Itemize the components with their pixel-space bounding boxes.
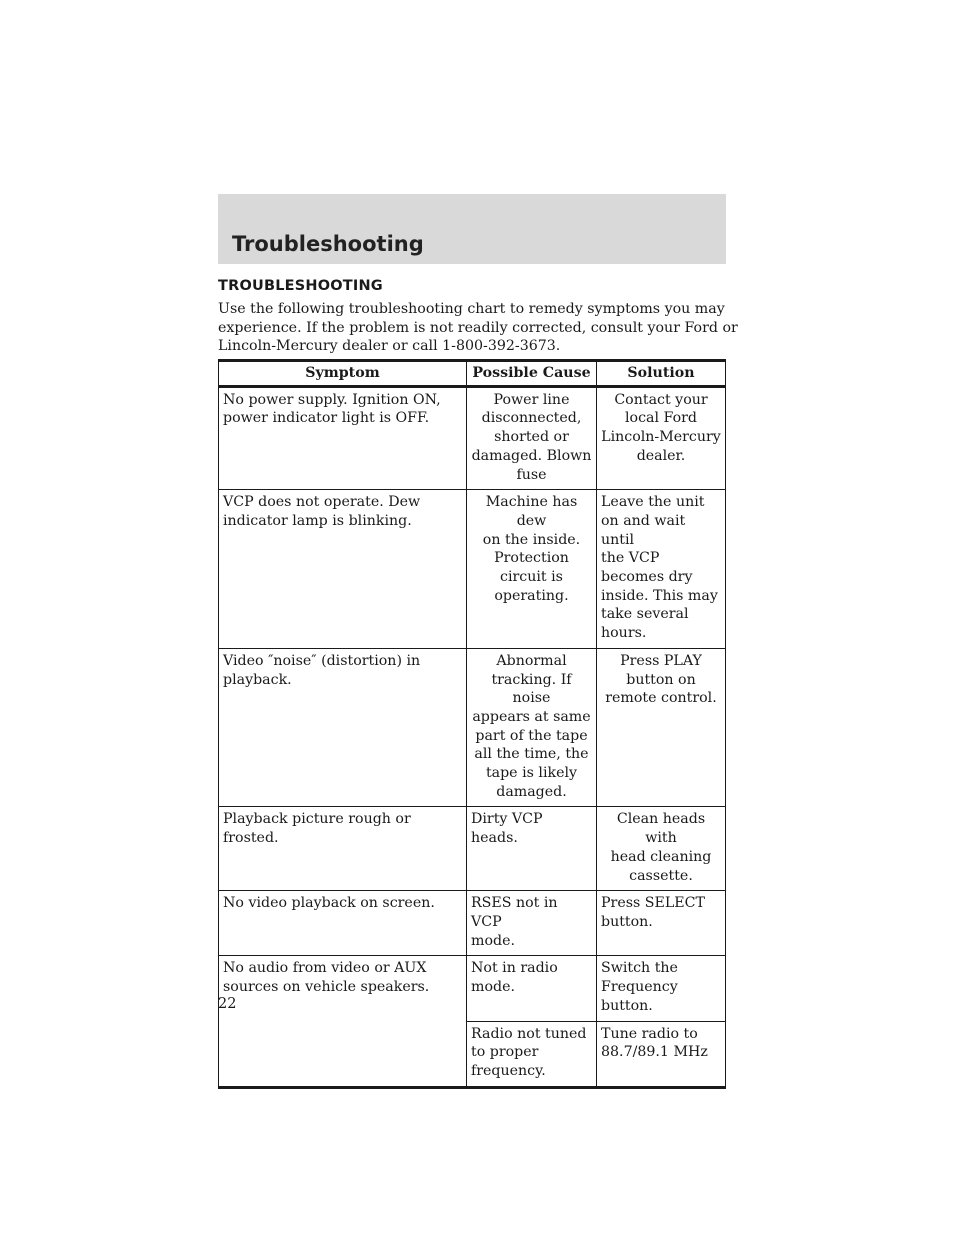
solution-cell: Press PLAY button on remote control. (597, 648, 726, 807)
cause-cell: Abnormal tracking. If noise appears at same part of the tape all the time, the tape is likely damaged. (467, 648, 597, 807)
symptom-cell: VCP does not operate. Dew indicator lamp is blinking. (219, 490, 467, 649)
solution-cell: Clean heads with head cleaning cassette. (597, 807, 726, 891)
intro-line: experience. If the problem is not readily corrected, consult your Ford or (218, 319, 738, 336)
troubleshooting-table (218, 359, 726, 1089)
page-number: 22 (218, 996, 237, 1012)
column-header-solution: Solution (597, 361, 726, 387)
section-heading: TROUBLESHOOTING (218, 278, 383, 294)
intro-line: Use the following troubleshooting chart to remedy symptoms you may (218, 301, 725, 317)
intro-line: Lincoln-Mercury dealer or call 1-800-392-3673. (218, 338, 561, 355)
table-header-row (219, 361, 726, 387)
table-row (219, 648, 726, 807)
cause-cell: Power line disconnected, shorted or damaged. Blown fuse (467, 386, 597, 490)
solution-cell: Switch the Frequency button. (597, 956, 726, 1021)
chapter-title: Troubleshooting (232, 232, 424, 256)
table-row (219, 490, 726, 649)
table-row (219, 807, 726, 891)
solution-cell: Contact your local Ford Lincoln-Mercury dealer. (597, 386, 726, 490)
symptom-cell: No audio from video or AUX sources on vehicle speakers. (219, 956, 467, 1087)
solution-cell: Tune radio to 88.7/89.1 MHz (597, 1021, 726, 1087)
cause-cell: Dirty VCP heads. (467, 807, 597, 891)
column-header-symptom: Symptom (219, 361, 467, 387)
table-row (219, 956, 726, 1021)
intro-paragraph (218, 300, 738, 356)
symptom-cell: No power supply. Ignition ON, power indicator light is OFF. (219, 386, 467, 490)
symptom-cell: Playback picture rough or frosted. (219, 807, 467, 891)
cause-cell: Not in radio mode. (467, 956, 597, 1021)
table-row (219, 386, 726, 490)
solution-cell: Press SELECT button. (597, 891, 726, 956)
cause-cell: RSES not in VCP mode. (467, 891, 597, 956)
chapter-header-band (218, 194, 726, 264)
solution-cell: Leave the unit on and wait until the VCP becomes dry inside. This may take several hours. (597, 490, 726, 649)
symptom-cell: No video playback on screen. (219, 891, 467, 956)
table-row (219, 891, 726, 956)
cause-cell: Machine has dew on the inside. Protection circuit is operating. (467, 490, 597, 649)
column-header-cause: Possible Cause (467, 361, 597, 387)
cause-cell: Radio not tuned to proper frequency. (467, 1021, 597, 1087)
symptom-cell: Video ″noise″ (distortion) in playback. (219, 648, 467, 807)
